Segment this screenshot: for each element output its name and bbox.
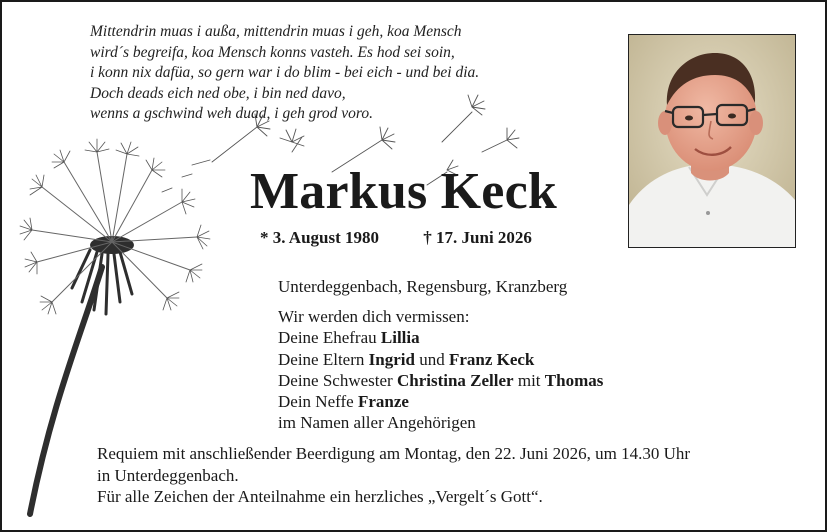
mourner-name: Franze	[357, 392, 409, 412]
poem-line: Mittendrin muas i außa, mittendrin muas i geh, koa Mensch	[90, 23, 462, 40]
mourner-sister	[278, 370, 603, 391]
poem-line: Doch deads eich ned obe, i bin ned davo,	[90, 84, 346, 102]
funeral-info-line: Requiem mit anschließender Beerdigung am Montag, den 22. Juni 2026, um 14.30 Uhr	[97, 444, 691, 463]
mourners-intro: Wir werden dich vermissen:	[278, 307, 470, 326]
mourner-label: Deine Schwester	[278, 370, 397, 390]
mourner-name: Thomas	[544, 370, 604, 390]
death-date: † 17. Juni 2026	[423, 228, 532, 247]
poem-line: i konn nix dafüa, so gern war i do blim - bei eich - und bei dia.	[90, 64, 480, 81]
places: Unterdeggenbach, Regensburg, Kranzberg	[278, 277, 568, 296]
poem	[90, 22, 610, 125]
funeral-info-line: in Unterdeggenbach.	[97, 465, 239, 485]
mourner-connector: mit	[513, 370, 545, 390]
mourners-list	[278, 306, 603, 434]
portrait-photo	[628, 34, 796, 248]
mourner-nephew	[278, 391, 603, 412]
mourner-connector: und	[414, 349, 449, 369]
mourner-label: Dein Neffe	[278, 392, 358, 412]
mourner-label: Deine Eltern	[278, 349, 369, 369]
deceased-name: Markus Keck	[250, 163, 557, 220]
mourners-all: im Namen aller Angehörigen	[278, 413, 476, 433]
mourner-parents	[278, 349, 603, 370]
life-dates	[260, 228, 532, 248]
mourner-wife	[278, 327, 603, 348]
poem-line: wird´s begreifa, koa Mensch konns vasteh. Es hod sei soin,	[90, 43, 455, 61]
mourner-name: Christina Zeller	[396, 370, 514, 390]
birth-date: * 3. August 1980	[260, 228, 380, 247]
funeral-info-line: Für alle Zeichen der Anteilnahme ein herzliches „Vergelt´s Gott“.	[97, 487, 543, 506]
mourner-label: Deine Ehefrau	[278, 328, 381, 348]
funeral-info	[97, 443, 797, 508]
mourner-name: Franz Keck	[448, 349, 535, 369]
poem-line: wenns a gschwind weh duad, i geh grod voro.	[90, 105, 374, 122]
mourner-name: Lillia	[380, 328, 420, 348]
mourner-name: Ingrid	[368, 349, 415, 369]
